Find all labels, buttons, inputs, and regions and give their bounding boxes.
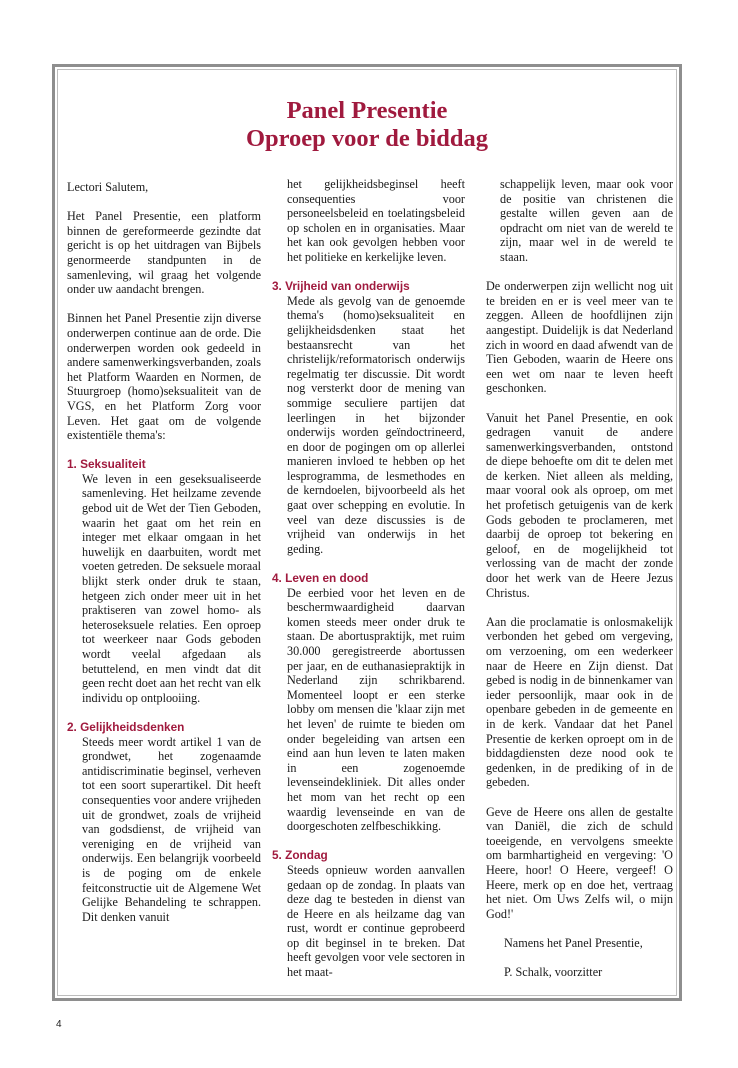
section-gelijkheidsdenken: Steeds meer wordt artikel 1 van de grondwet, het zogenaamde antidiscriminatie beginsel, verheven tot een soort superartikel. Dit heeft consequenties voor andere vrijheden uit de grondwet, zoals de vrijheid van godsdienst, de vrijheid van vereniging en de vrijheid van onderwijs. Een belangrijk voorbeeld is de poging om de enkele feitconstructie uit de Algemene Wet Gelijke Behandeling te schrappen. Dit denken vanuit xyxy=(82,734,261,924)
signature-line-2: P. Schalk, voorzitter xyxy=(504,965,603,980)
paragraph-onderwerpen: De onderwerpen zijn wellicht nog uit te breiden en er is veel meer van te zeggen. Alleen de hoofdlijnen zijn aangestipt. Duidelijk is dat Nederland zich in woord en daad afwendt van de Tien Geboden, waarin de Heere ons een wet om naar te leven heeft geschonken. xyxy=(486,279,673,396)
section-zondag: Steeds opnieuw worden aanvallen gedaan op de zondag. In plaats van deze dag te besteden in dienst van de Heere en als heilzame dag van rust, wordt er continue geprobeerd op dit beginsel in te breken. Dat heeft gevolgen voor vele sectoren in het maat- xyxy=(287,862,465,980)
greeting: Lectori Salutem, xyxy=(67,180,149,194)
paragraph-oproep: Vanuit het Panel Presentie, en ook gedragen vanuit de andere samenwerkingsverbanden, ontstond de diepe behoefte om dit te delen met de kerken. Niet alleen als melding, maar vooral ook als oproep, om met het profetisch getuigenis van de kerk Gods geboden te proclameren, met daarbij de oproep tot bekering en geloof, en de mogelijkheid tot verlossing van de macht der zonde door het werk van de Heere Jezus Christus. xyxy=(486,410,673,600)
page-frame xyxy=(52,64,682,1001)
section-vrijheid-van-onderwijs: Mede als gevolg van de genoemde thema's (homo)seksualiteit en gelijkheidsdenken staat het bestaansrecht van het christelijk/reformatorisch onderwijs regelmatig ter discussie. Dit wordt nog versterkt door de mening van sommige seculiere partijen dat leerlingen in het bijzonder onderwijs worden geïndoctrineerd, en door de pogingen om op allerlei manieren invloed te hebben op het lesprogramma, de lesmethodes en de kerndoelen, bijvoorbeeld als het gaat over schepping en evolutie. In veel van deze discussies is de vrijheid van onderwijs in het geding. xyxy=(287,293,465,556)
column-2 xyxy=(272,177,465,994)
heading-zondag: 5. Zondag xyxy=(272,848,328,863)
section-seksualiteit: We leven in een geseksualiseerde samenleving. Het heilzame zevende gebod uit de Wet der Tien Geboden, waarin het gaat om het rein en integer met elkaar omgaan in het huwelijk en daarbuiten, wordt met voeten getreden. De seksuele moraal blijkt sterk onder druk te staan, hetgeen zich onder meer uit in het praktiseren van zowel homo- als heteroseksuele relaties. Een oproep tot weerkeer naar Gods geboden wordt veelal afgedaan als betuttelend, en men vindt dat dit geen recht doet aan het recht van elk individu op ontplooiing. xyxy=(82,471,262,705)
heading-seksualiteit: 1. Seksualiteit xyxy=(67,457,146,472)
section-gelijkheidsdenken-cont: het gelijkheidsbeginsel heeft consequenties voor personeelsbeleid en toelatingsbeleid op scholen en in organisaties. Maar het kan ook gevolgen hebben voor het politieke en kerkelijke leven. xyxy=(287,177,465,264)
heading-gelijkheidsdenken: 2. Gelijkheidsdenken xyxy=(67,719,185,734)
heading-vrijheid-van-onderwijs: 3. Vrijheid van onderwijs xyxy=(272,279,410,294)
paragraph-gebed: Aan die proclamatie is onlosmakelijk verbonden het gebed om vergeving, om verzoening, om een wederkeer naar de Heere en Zijn dienst. Dat gebed is nodig in de binnenkamer van ieder persoonlijk, maar ook in de openbare gebeden in de gemeente en in de kerk. Vandaar dat het Panel Presentie de kerken oproept om in de biddagdiensten deze nood ook te gedenken, in de prediking of in de gebeden. xyxy=(486,614,673,790)
intro-paragraph: Het Panel Presentie, een platform binnen de gereformeerde gezindte dat gericht is op het uitdragen van Bijbels genormeerde standpunten in de samenleving, wil graag het volgende onder uw aandacht brengen. xyxy=(67,209,261,297)
column-3 xyxy=(486,177,673,994)
themes-paragraph: Binnen het Panel Presentie zijn diverse onderwerpen continue aan de orde. Die onderwerpen worden ook gedeeld in andere samenwerkingsverbanden, zoals het Platform Waarden en Normen, de Stuurgroep (homo)seksualiteit van de VGS, en het Platform Zorg voor Leven. Het gaat om de volgende existentiële thema's: xyxy=(67,311,261,443)
section-zondag-cont: schappelijk leven, maar ook voor de positie van christenen die gestalte willen geven aan de opdracht om niet van de wereld te zijn, maar wel in de wereld te staan. xyxy=(500,177,673,264)
title-line-1: Panel Presentie xyxy=(286,97,448,124)
title-line-2: Oproep voor de biddag xyxy=(245,125,489,152)
section-leven-en-dood: De eerbied voor het leven en de beschermwaardigheid daarvan komen steeds meer onder druk te staan. De abortuspraktijk, met ruim 30.000 geregistreerde abortussen per jaar, en de euthanasiepraktijk in Nederland zijn schrikbarend. Momenteel loopt er een sterke lobby om mensen die 'klaar zijn met het leven' de ruimte te bieden om onder begeleiding van artsen een eind aan hun leven te laten maken in een zogenoemde levenseindekliniek. Dit alles onder het mom van het recht op een waardig levenseinde en van de doorgeschoten zelfbeschikking. xyxy=(287,585,465,834)
column-1 xyxy=(67,180,261,939)
signature-line-1: Namens het Panel Presentie, xyxy=(504,935,643,950)
page-number: 4 xyxy=(56,1019,62,1030)
paragraph-daniel: Geve de Heere ons allen de gestalte van Daniël, die zich de schuld toeeigende, en vervolgens smeekte om barmhartigheid en vergeving: 'O Heere, hoor! O Heere, vergeef! O Heere, merk op en doe het, vertraag het niet. Om Uws Zelfs wil, o mijn God!' xyxy=(486,804,673,921)
heading-leven-en-dood: 4. Leven en dood xyxy=(272,571,369,586)
